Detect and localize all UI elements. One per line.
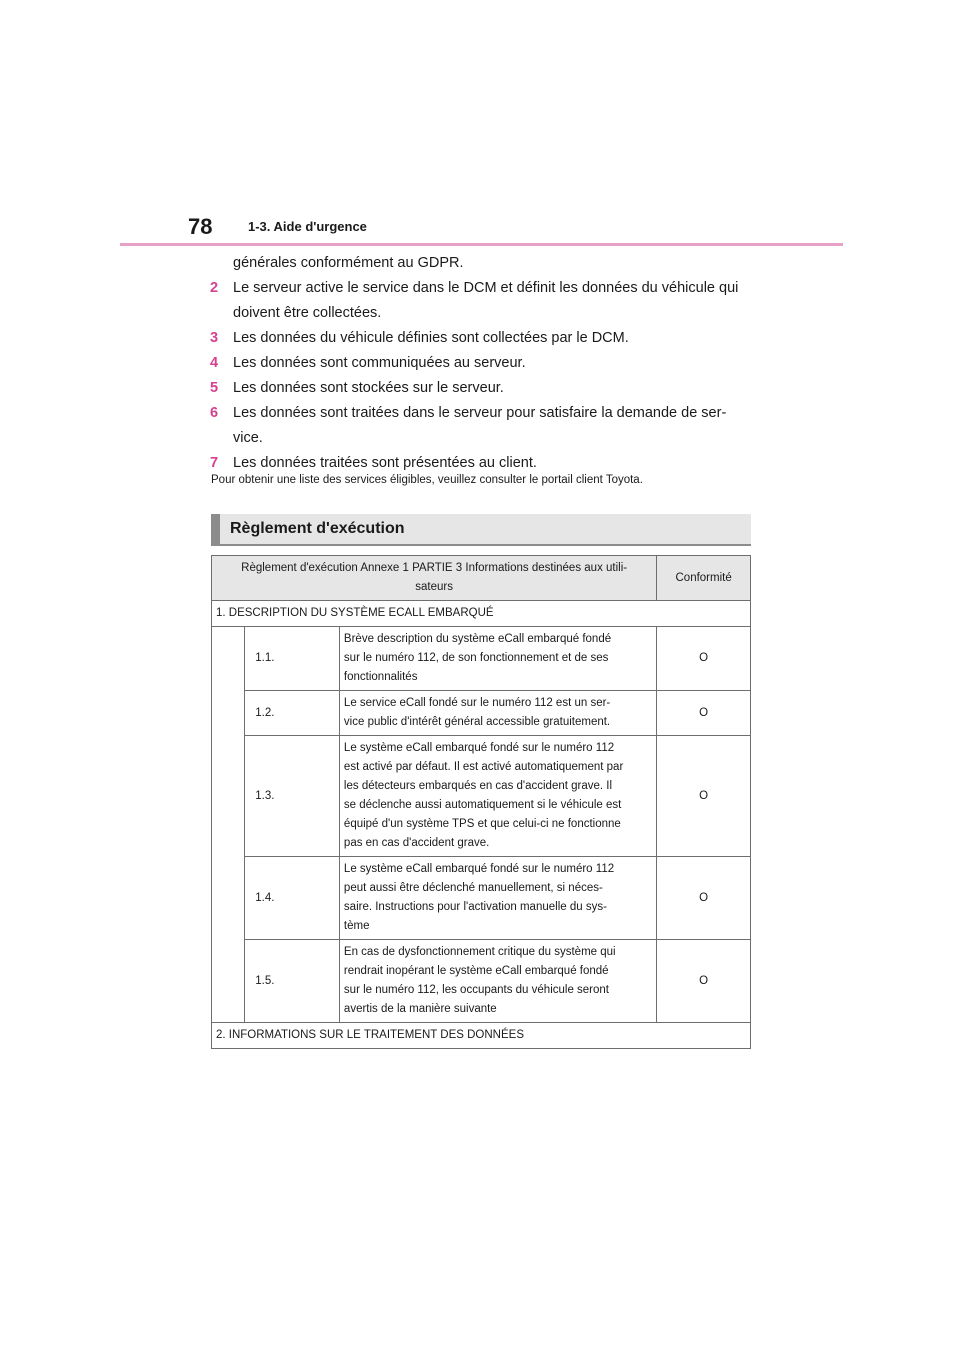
- desc-line: saire. Instructions pour l'activation manuelle du sys-: [343, 901, 607, 913]
- desc-line: équipé d'un système TPS et que celui-ci ne fonctionne: [343, 818, 621, 830]
- header-line: Règlement d'exécution Annexe 1 PARTIE 3 Informations destinées aux utili-: [241, 562, 628, 574]
- subsection-heading: [211, 514, 751, 546]
- header-divider: [120, 243, 843, 246]
- note-text: Pour obtenir une liste des services éligibles, veuillez consulter le portail client Toyota.: [211, 474, 643, 486]
- row-description: [339, 940, 656, 1023]
- row-conformity: O: [657, 940, 751, 1023]
- row-number: 1.2.: [245, 691, 340, 736]
- desc-line: avertis de la manière suivante: [343, 1003, 497, 1015]
- heading-accent-bar: [211, 514, 220, 544]
- step-text: Les données sont communiquées au serveur.: [233, 355, 526, 371]
- step-text: Le serveur active le service dans le DCM et définit les données du véhicule qui: [233, 280, 739, 296]
- step-text: Les données du véhicule définies sont collectées par le DCM.: [233, 330, 629, 346]
- row-number: 1.5.: [245, 940, 340, 1023]
- row-conformity: O: [657, 857, 751, 940]
- indent-cell: [212, 627, 245, 1023]
- step-text: Les données sont traitées dans le serveur pour satisfaire la demande de ser-: [233, 405, 727, 421]
- step-item: [210, 327, 755, 350]
- step-number: 2: [210, 280, 219, 296]
- step-item: [210, 402, 755, 425]
- section-title-cell: 1. DESCRIPTION DU SYSTÈME ECALL EMBARQUÉ: [212, 601, 751, 627]
- desc-line: vice public d'intérêt général accessible gratuitement.: [343, 716, 611, 728]
- row-number: 1.1.: [245, 627, 340, 691]
- step-text: Les données traitées sont présentées au client.: [233, 455, 537, 471]
- header-conformity: Conformité: [657, 556, 751, 601]
- table-header-row: [212, 556, 751, 601]
- regulation-table: [211, 555, 751, 1049]
- page-number: 78: [188, 214, 213, 239]
- table-row: [212, 857, 751, 940]
- row-description: [339, 627, 656, 691]
- row-description: [339, 691, 656, 736]
- continuation-text: générales conformément au GDPR.: [233, 255, 464, 271]
- header-line: sateurs: [415, 581, 453, 593]
- table-row: [212, 940, 751, 1023]
- step-number: 6: [210, 405, 219, 421]
- section-title-cell: 2. INFORMATIONS SUR LE TRAITEMENT DES DONNÉES: [212, 1023, 751, 1049]
- desc-line: Le système eCall embarqué fondé sur le numéro 112: [343, 742, 615, 754]
- desc-line: Le service eCall fondé sur le numéro 112 est un ser-: [343, 697, 611, 709]
- table-row: [212, 691, 751, 736]
- desc-line: En cas de dysfonctionnement critique du système qui: [343, 946, 616, 958]
- subsection-title: Règlement d'exécution: [230, 520, 405, 537]
- desc-line: est activé par défaut. Il est activé automatiquement par: [343, 761, 624, 773]
- desc-line: Le système eCall embarqué fondé sur le numéro 112: [343, 863, 615, 875]
- desc-line: tème: [343, 920, 370, 932]
- section-title: 1-3. Aide d'urgence: [248, 219, 367, 234]
- table-row: [212, 736, 751, 857]
- row-conformity: O: [657, 627, 751, 691]
- desc-line: peut aussi être déclenché manuellement, si néces-: [343, 882, 603, 894]
- desc-line: fonctionnalités: [343, 671, 418, 683]
- desc-line: les détecteurs embarqués en cas d'accident grave. Il: [343, 780, 613, 792]
- section-row: [212, 1023, 751, 1049]
- desc-line: rendrait inopérant le système eCall embarqué fondé: [343, 965, 609, 977]
- desc-line: sur le numéro 112, de son fonctionnement et de ses: [343, 652, 609, 664]
- row-number: 1.3.: [245, 736, 340, 857]
- desc-line: Brève description du système eCall embarqué fondé: [343, 633, 612, 645]
- step-item: [210, 277, 755, 300]
- desc-line: pas en cas d'accident grave.: [343, 837, 490, 849]
- row-conformity: O: [657, 736, 751, 857]
- row-number: 1.4.: [245, 857, 340, 940]
- row-description: [339, 736, 656, 857]
- header-regulation: [212, 556, 657, 601]
- row-conformity: O: [657, 691, 751, 736]
- step-number: 3: [210, 330, 219, 346]
- step-text: Les données sont stockées sur le serveur.: [233, 380, 504, 396]
- table-row: [212, 627, 751, 691]
- section-row: [212, 601, 751, 627]
- step-number: 4: [210, 355, 219, 371]
- steps-list: [210, 252, 755, 477]
- row-description: [339, 857, 656, 940]
- desc-line: sur le numéro 112, les occupants du véhicule seront: [343, 984, 610, 996]
- step-item: [210, 352, 755, 375]
- desc-line: se déclenche aussi automatiquement si le véhicule est: [343, 799, 622, 811]
- step-number: 7: [210, 455, 219, 471]
- step-continuation: vice.: [233, 430, 263, 446]
- step-number: 5: [210, 380, 219, 396]
- step-item: [210, 377, 755, 400]
- step-continuation: doivent être collectées.: [233, 305, 382, 321]
